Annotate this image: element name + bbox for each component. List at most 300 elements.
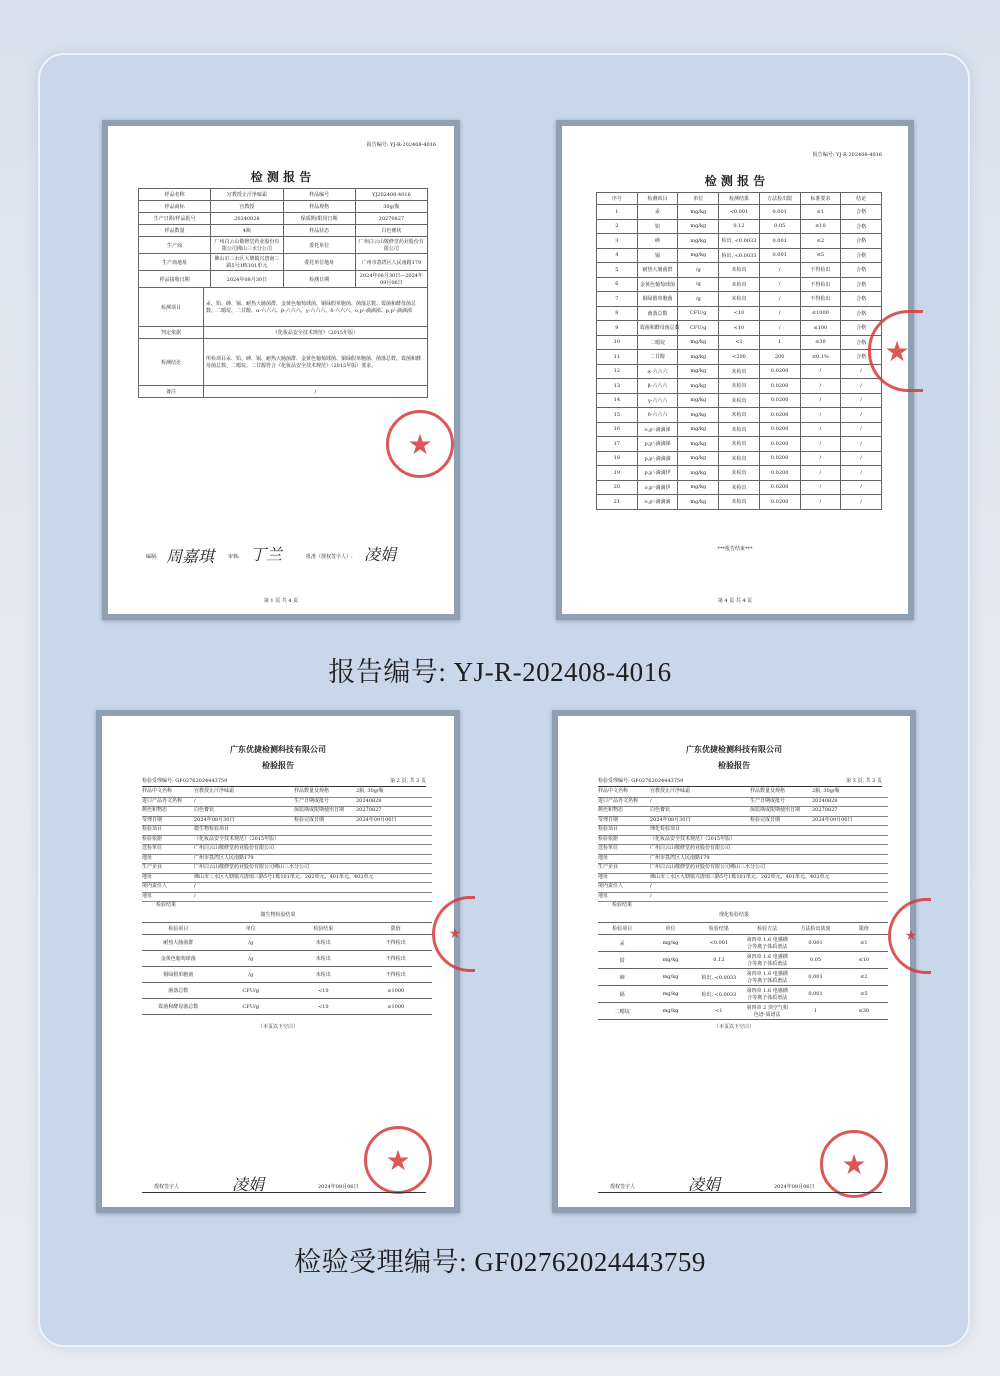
table-row <box>597 335 882 350</box>
table-cell: ≤5 <box>800 248 841 263</box>
table-cell: 0.001 <box>791 986 839 1003</box>
info-cell: 检验项目 <box>142 826 163 832</box>
table-row <box>597 480 882 495</box>
table-cell: 1 <box>597 205 638 220</box>
info-cell: 广州白云山敬修堂药业股份有限公司佛山三水分公司 <box>194 864 310 870</box>
table-cell: / <box>841 466 882 481</box>
table-cell: 200 <box>759 350 800 365</box>
info-cell: 广州市荔湾区人民南路179 <box>194 854 254 861</box>
table-cell: 生产日期/样品批号 <box>139 213 211 225</box>
table-cell: 第四章 1.6 电感耦合等离子体质谱法 <box>743 986 791 1003</box>
table-cell: CFU/g <box>678 321 719 336</box>
table-row <box>598 1003 888 1020</box>
table-cell: 霉菌和酵母菌总数 <box>142 999 215 1015</box>
table-cell: 3 <box>597 234 638 249</box>
table-row <box>597 306 882 321</box>
table-cell: / <box>841 480 882 495</box>
info-cell: 样品数量及规格 <box>294 788 330 794</box>
table-cell: 0.0200 <box>759 437 800 452</box>
red-seal-stamp: ★ <box>386 410 454 478</box>
info-cell: / <box>194 892 196 899</box>
table-cell: ≤30 <box>800 335 841 350</box>
table-cell: 检出, <0.0033 <box>695 969 743 986</box>
table-cell: 0.0200 <box>759 422 800 437</box>
table-row <box>139 189 428 201</box>
info-cell: 送检单位 <box>142 845 163 851</box>
table-cell: <10 <box>719 321 760 336</box>
info-cell: 境内责任人 <box>142 883 168 889</box>
table-cell: ≤30 <box>840 1003 888 1020</box>
table-cell: 限值 <box>840 923 888 935</box>
table-cell: 铜绿假单胞菌 <box>142 967 215 983</box>
blank-note: （本页以下空白） <box>257 1024 298 1030</box>
sample-info-table: 样品名称 宫教授止汗净味霜 样品编号 YJ202408-4016 样品商标 宫教授 样品规格 30g/瓶 生产日期/样品批号 20240828 保质期/限用日期 20270827 样品数量 4瓶 样品状态 白色膏状 生产商 广州白云山敬修堂药业股份有限公司佛山三水分公司 委托单位 广州白云山敬修堂药业股份有限公司 生产商地址 佛山市三水区大塘镇兴唐南三路5号1栋101单元 委托单位地址 广州市荔湾区人民南路179 样品接收日期 2024年08月30日 检测日期 2024年08月30日—2024年09月06日 检测项目 汞、铅、砷、镉、耐热大肠菌群、金黄色葡萄球菌、铜绿假单胞菌、菌落总数、霉菌和酵母菌总数、二噁烷、二甘醇、α-六六六、β-六六六、γ-六六六、δ-六六六、o,p'-滴滴涕、p,p'-滴滴涕 判定依据 《化妆品安全技术规范》（2015年版） 检测结论 所检项目汞、铅、砷、镉、耐热大肠菌群、金黄色葡萄球菌、铜绿假单胞菌、菌落总数、霉菌和酵母菌总数、二噁烷、二甘醇符合《化妆品安全技术规范》（2015年版）要求。 备注 / <box>138 188 428 398</box>
info-cell: / <box>194 797 196 804</box>
table-cell: 0.001 <box>791 935 839 952</box>
blank-note: （本页以下空白） <box>713 1024 754 1030</box>
table-cell: 未检出 <box>719 393 760 408</box>
table-cell: 保质期/限用日期 <box>283 213 355 225</box>
table-cell: CFU/g <box>215 999 288 1015</box>
info-cell: / <box>650 797 652 804</box>
info-cell: 2024年09月06日 <box>812 816 853 823</box>
info-cell: 境内责任人 <box>598 883 624 889</box>
table-cell: ≤0.1% <box>800 350 841 365</box>
table-cell: 不得检出 <box>360 935 433 951</box>
table-cell: mg/kg <box>678 350 719 365</box>
table-cell: 19 <box>597 466 638 481</box>
table-cell: 二噁烷 <box>598 1003 646 1020</box>
table-cell: / <box>759 263 800 278</box>
table-cell: 耐热大肠菌群 <box>637 263 678 278</box>
info-cell: 生产企业 <box>598 864 619 870</box>
table-cell: 宫教授止汗净味霜 <box>211 189 283 201</box>
table-cell: / <box>800 408 841 423</box>
table-cell: mg/kg <box>678 495 719 510</box>
table-cell: o,p'-滴滴滴 <box>637 495 678 510</box>
info-cell: 进口产品外文名称 <box>142 797 183 804</box>
report-title: 检验报告 <box>718 760 750 770</box>
table-title: 理化检验结果 <box>718 912 749 918</box>
table-cell: 单位 <box>646 923 694 935</box>
table-cell: α-六六六 <box>637 364 678 379</box>
info-cell: 生产日期或批号 <box>294 797 330 804</box>
table-cell: 2024年08月30日 <box>211 271 283 288</box>
table-cell: / <box>800 364 841 379</box>
table-cell: 佛山市三水区大塘镇兴唐南三路5号1栋101单元 <box>211 254 283 271</box>
info-row <box>598 874 888 884</box>
table-cell: 检测项目 <box>637 193 678 205</box>
table-cell: / <box>841 422 882 437</box>
table-cell: 合格 <box>841 248 882 263</box>
info-cell: 地址 <box>142 873 153 880</box>
table-cell: / <box>841 393 882 408</box>
table-cell: 广州白云山敬修堂药业股份有限公司佛山三水分公司 <box>211 237 283 254</box>
table-row <box>597 350 882 365</box>
info-cell: 宫教授止汗净味霜 <box>194 788 235 794</box>
table-cell: mg/kg <box>678 248 719 263</box>
report-number-caption: 报告编号: YJ-R-202408-4016 <box>328 657 672 687</box>
info-row <box>142 788 432 798</box>
table-cell: ≤1000 <box>800 306 841 321</box>
info-cell: 佛山市三水区大塘镇兴唐南三路5号1栋101单元、202单元、401单元、402单元 <box>650 873 830 880</box>
info-cell: 检验完成日期 <box>750 816 781 823</box>
table-cell: 未检出 <box>719 379 760 394</box>
table-cell: mg/kg <box>678 393 719 408</box>
table-cell: 20240828 <box>211 213 283 225</box>
table-cell: 镉 <box>637 248 678 263</box>
table-cell: 单位 <box>678 193 719 205</box>
micro-results-table <box>142 922 432 1015</box>
info-cell: 白色膏状 <box>194 807 215 813</box>
table-cell: 白色膏状 <box>355 225 427 237</box>
table-cell: 10 <box>597 335 638 350</box>
table-cell: 未检出 <box>719 437 760 452</box>
table-cell: /g <box>215 935 288 951</box>
table-cell: 结论 <box>841 193 882 205</box>
info-cell: 颜色和物态 <box>598 807 624 813</box>
report-title: 检 测 报 告 <box>704 174 766 188</box>
table-cell: 第四章 1.6 电感耦合等离子体质谱法 <box>743 935 791 952</box>
table-cell: 未检出 <box>719 364 760 379</box>
table-cell: 6 <box>597 277 638 292</box>
table-cell: 菌落总数 <box>142 983 215 999</box>
basis: 《化妆品安全技术规范》（2015年版） <box>204 327 428 339</box>
page-number: 第 1 页 共 4 页 <box>263 598 299 604</box>
table-cell: / <box>841 379 882 394</box>
table-cell: 0.0200 <box>759 451 800 466</box>
info-cell: 20270827 <box>812 807 838 813</box>
results-table <box>596 192 882 510</box>
table-cell: ≤10 <box>840 952 888 969</box>
table-cell: 砷 <box>598 969 646 986</box>
table-cell: 1 <box>791 1003 839 1020</box>
table-cell: /g <box>678 292 719 307</box>
info-cell: 生产企业 <box>142 864 163 870</box>
table-cell: β-六六六 <box>637 379 678 394</box>
info-row <box>142 874 432 884</box>
info-cell: 检验依据 <box>598 835 619 842</box>
info-cell: 地址 <box>142 854 153 861</box>
chem-results-table <box>598 922 888 1020</box>
info-row <box>598 836 888 846</box>
table-row <box>139 201 428 213</box>
table-cell: 序号 <box>597 193 638 205</box>
table-cell: 二甘醇 <box>637 350 678 365</box>
info-cell: 白色膏状 <box>650 807 671 813</box>
table-cell: 第四章 1.6 电感耦合等离子体质谱法 <box>743 969 791 986</box>
inspection-report-page-3 <box>552 710 916 1213</box>
table-row <box>597 219 882 234</box>
table-row <box>597 364 882 379</box>
table-cell: / <box>841 437 882 452</box>
table-cell: / <box>759 277 800 292</box>
table-row <box>597 451 882 466</box>
table-cell: 合格 <box>841 292 882 307</box>
table-row <box>142 983 432 999</box>
table-cell: 16 <box>597 422 638 437</box>
table-row <box>598 986 888 1003</box>
table-cell: 0.0200 <box>759 393 800 408</box>
table-title: 微生物检验结果 <box>260 912 296 918</box>
table-row <box>142 967 432 983</box>
info-cell: 微生物检验项目 <box>194 826 230 832</box>
table-row <box>597 292 882 307</box>
info-row <box>598 883 888 893</box>
table-cell: 霉菌和酵母菌总数 <box>637 321 678 336</box>
table-cell: 金黄色葡萄球菌 <box>637 277 678 292</box>
table-cell: / <box>841 408 882 423</box>
info-row <box>142 836 432 846</box>
table-cell: 13 <box>597 379 638 394</box>
signer-label: 授权签字人 <box>610 1184 636 1190</box>
info-cell: 2024年08月30日 <box>650 816 691 823</box>
info-cell: 地址 <box>142 892 153 899</box>
table-cell: 砷 <box>637 234 678 249</box>
info-cell: 颜色和物态 <box>142 807 168 813</box>
info-cell: 2瓶, 30g/瓶 <box>812 788 840 794</box>
info-cell: 广州白云山敬修堂药业股份有限公司 <box>650 845 731 851</box>
table-cell: 0.0200 <box>759 408 800 423</box>
info-cell: 《化妆品安全技术规范》（2015年版） <box>194 835 280 842</box>
table-cell: 不得检出 <box>360 967 433 983</box>
table-cell: ≤5 <box>840 986 888 1003</box>
table-cell: 8 <box>597 306 638 321</box>
info-cell: 地址 <box>598 873 609 880</box>
table-cell: ≤1000 <box>360 999 433 1015</box>
info-row <box>142 798 432 808</box>
table-header <box>597 193 882 205</box>
table-cell: 2024年08月30日—2024年09月06日 <box>355 271 427 288</box>
table-row <box>597 422 882 437</box>
table-cell: 0.001 <box>759 205 800 220</box>
table-cell: 二噁烷 <box>637 335 678 350</box>
info-cell: 20270827 <box>356 807 382 813</box>
table-cell: / <box>759 321 800 336</box>
table-cell: /g <box>678 277 719 292</box>
table-cell: 样品名称 <box>139 189 211 201</box>
acceptance-number-caption: 检验受理编号: GF02762024443759 <box>294 1247 706 1277</box>
page-of-pages: 第 3 页, 共 3 页 <box>846 778 882 784</box>
table-cell: 检验结果 <box>695 923 743 935</box>
table-cell: 方法检出浓度 <box>791 923 839 935</box>
table-row <box>139 237 428 254</box>
table-cell: 单位 <box>215 923 288 935</box>
info-cell: 2瓶, 30g/瓶 <box>356 788 384 794</box>
table-cell: / <box>841 495 882 510</box>
table-row <box>598 952 888 969</box>
sign-date: 2024年09月06日 <box>318 1184 359 1190</box>
table-cell: / <box>800 422 841 437</box>
red-seal-stamp-edge: ★ <box>888 898 931 974</box>
conclusion: 所检项目汞、铅、砷、镉、耐热大肠菌群、金黄色葡萄球菌、铜绿假单胞菌、菌落总数、霉菌和酵母菌总数、二噁烷、二甘醇符合《化妆品安全技术规范》（2015年版）要求。 <box>204 339 428 386</box>
table-cell: 合格 <box>841 263 882 278</box>
table-cell: 汞 <box>637 205 678 220</box>
table-cell: 委托单位地址 <box>283 254 355 271</box>
table-cell: 检验项目 <box>598 923 646 935</box>
table-cell: mg/kg <box>678 451 719 466</box>
table-row <box>597 408 882 423</box>
table-cell: <200 <box>719 350 760 365</box>
table-cell: 铅 <box>598 952 646 969</box>
table-cell: 0.001 <box>759 248 800 263</box>
table-cell: / <box>800 437 841 452</box>
table-cell: 5 <box>597 263 638 278</box>
table-cell: 检验结果 <box>287 923 360 935</box>
table-cell: <10 <box>719 306 760 321</box>
table-cell: 广州市荔湾区人民南路179 <box>355 254 427 271</box>
info-row <box>598 826 888 836</box>
table-cell: <1 <box>695 1003 743 1020</box>
table-cell: 检出, <0.0033 <box>695 986 743 1003</box>
table-cell: 第四章 1.6 电感耦合等离子体质谱法 <box>743 952 791 969</box>
table-cell: <0.001 <box>695 935 743 952</box>
table-cell: /g <box>215 951 288 967</box>
reviewer-signature: 丁兰 <box>250 545 283 564</box>
table-cell: 17 <box>597 437 638 452</box>
table-cell: 铜绿假单胞菌 <box>637 292 678 307</box>
report-page-1 <box>102 120 460 620</box>
table-cell: ≤1000 <box>360 983 433 999</box>
info-cell: 检验依据 <box>142 835 163 842</box>
table-cell: 12 <box>597 364 638 379</box>
table-cell: 合格 <box>841 234 882 249</box>
table-cell: / <box>800 495 841 510</box>
signer-label: 授权签字人 <box>154 1184 180 1190</box>
table-cell: 宫教授 <box>211 201 283 213</box>
info-cell: 保质期或限期使用日期 <box>750 807 801 813</box>
table-cell: 合格 <box>841 335 882 350</box>
info-block <box>142 788 432 902</box>
red-seal-stamp: ★ <box>820 1130 888 1198</box>
table-cell: mg/kg <box>678 437 719 452</box>
table-row <box>598 935 888 952</box>
table-cell: p,p'-滴滴伊 <box>637 466 678 481</box>
table-cell: 限值 <box>360 923 433 935</box>
info-row <box>142 845 432 855</box>
table-cell: 菌落总数 <box>637 306 678 321</box>
table-cell: 未检出 <box>287 935 360 951</box>
table-cell: <0.001 <box>719 205 760 220</box>
table-cell: 未检出 <box>719 292 760 307</box>
company-name: 广东优捷检测科技有限公司 <box>230 744 326 754</box>
table-cell: ≤10 <box>800 219 841 234</box>
table-cell: mg/kg <box>646 1003 694 1020</box>
acceptance-number: 检验受理编号: GF02762024443759 <box>142 778 228 784</box>
red-seal-stamp: ★ <box>364 1126 432 1194</box>
table-cell: 未检出 <box>719 451 760 466</box>
table-cell: /g <box>215 967 288 983</box>
table-cell: / <box>841 451 882 466</box>
table-row <box>597 466 882 481</box>
company-name: 广东优捷检测科技有限公司 <box>686 744 782 754</box>
table-cell: / <box>841 364 882 379</box>
table-cell: 未检出 <box>287 967 360 983</box>
table-cell: ≤100 <box>800 321 841 336</box>
report-page-4 <box>556 120 914 620</box>
info-row <box>142 893 432 903</box>
table-cell: 未检出 <box>719 480 760 495</box>
table-cell: 11 <box>597 350 638 365</box>
info-cell: 地址 <box>598 854 609 861</box>
info-row <box>598 817 888 827</box>
info-cell: 检验完成日期 <box>294 816 325 823</box>
table-cell: mg/kg <box>678 219 719 234</box>
table-cell: 铅 <box>637 219 678 234</box>
approver-signature: 凌娟 <box>364 545 397 564</box>
table-cell: 0.0200 <box>759 364 800 379</box>
table-row <box>597 379 882 394</box>
table-cell: mg/kg <box>678 234 719 249</box>
table-row <box>139 213 428 225</box>
table-row <box>597 321 882 336</box>
table-cell: 汞 <box>598 935 646 952</box>
info-row <box>598 855 888 865</box>
table-cell: 0.05 <box>791 952 839 969</box>
table-header <box>598 923 888 935</box>
table-cell: 21 <box>597 495 638 510</box>
table-cell: 检出, <0.0033 <box>719 248 760 263</box>
table-cell: 样品状态 <box>283 225 355 237</box>
info-cell: 《化妆品安全技术规范》（2015年版） <box>650 835 736 842</box>
table-cell: 检测日期 <box>283 271 355 288</box>
table-cell: mg/kg <box>646 969 694 986</box>
table-cell: o,p'-滴滴伊 <box>637 480 678 495</box>
table-cell: mg/kg <box>678 466 719 481</box>
inspection-report-page-2 <box>96 710 460 1213</box>
reviewer-label: 审核: <box>228 554 240 560</box>
info-cell: 理化检验项目 <box>650 826 681 832</box>
table-cell: 未检出 <box>719 277 760 292</box>
table-cell: 样品数量 <box>139 225 211 237</box>
table-cell: 0.12 <box>719 219 760 234</box>
table-cell: 20270827 <box>355 213 427 225</box>
report-end: ***报告结束*** <box>717 546 753 552</box>
info-cell: 地址 <box>598 892 609 899</box>
info-cell: 保质期或限期使用日期 <box>294 807 345 813</box>
table-cell: 未检出 <box>719 495 760 510</box>
remark: / <box>204 386 428 398</box>
table-cell: 合格 <box>841 306 882 321</box>
table-cell: CFU/g <box>215 983 288 999</box>
sign-date: 2024年09月06日 <box>774 1184 815 1190</box>
table-cell: 0.001 <box>759 234 800 249</box>
report-title: 检 测 报 告 <box>250 170 312 184</box>
table-row <box>142 935 432 951</box>
table-cell: mg/kg <box>678 379 719 394</box>
table-cell: 15 <box>597 408 638 423</box>
table-cell: 4瓶 <box>211 225 283 237</box>
table-cell: o,p'-滴滴涕 <box>637 422 678 437</box>
table-cell: 不得检出 <box>800 292 841 307</box>
table-cell: / <box>759 292 800 307</box>
table-cell: 标准要求 <box>800 193 841 205</box>
table-row <box>139 225 428 237</box>
page-number: 第 4 页 共 4 页 <box>717 598 753 604</box>
table-cell: 广州白云山敬修堂药业股份有限公司 <box>355 237 427 254</box>
info-row <box>598 788 888 798</box>
signer-signature: 凌娟 <box>688 1175 721 1194</box>
table-cell: 生产商地址 <box>139 254 211 271</box>
results-label: 检验结果 <box>156 902 177 908</box>
info-cell: 宫教授止汗净味霜 <box>650 788 691 794</box>
editor-signature: 周嘉琪 <box>166 547 215 566</box>
table-cell: 0.001 <box>791 969 839 986</box>
table-cell: 检验项目 <box>142 923 215 935</box>
table-row <box>597 263 882 278</box>
info-row <box>142 864 432 874</box>
report-title: 检验报告 <box>262 760 294 770</box>
